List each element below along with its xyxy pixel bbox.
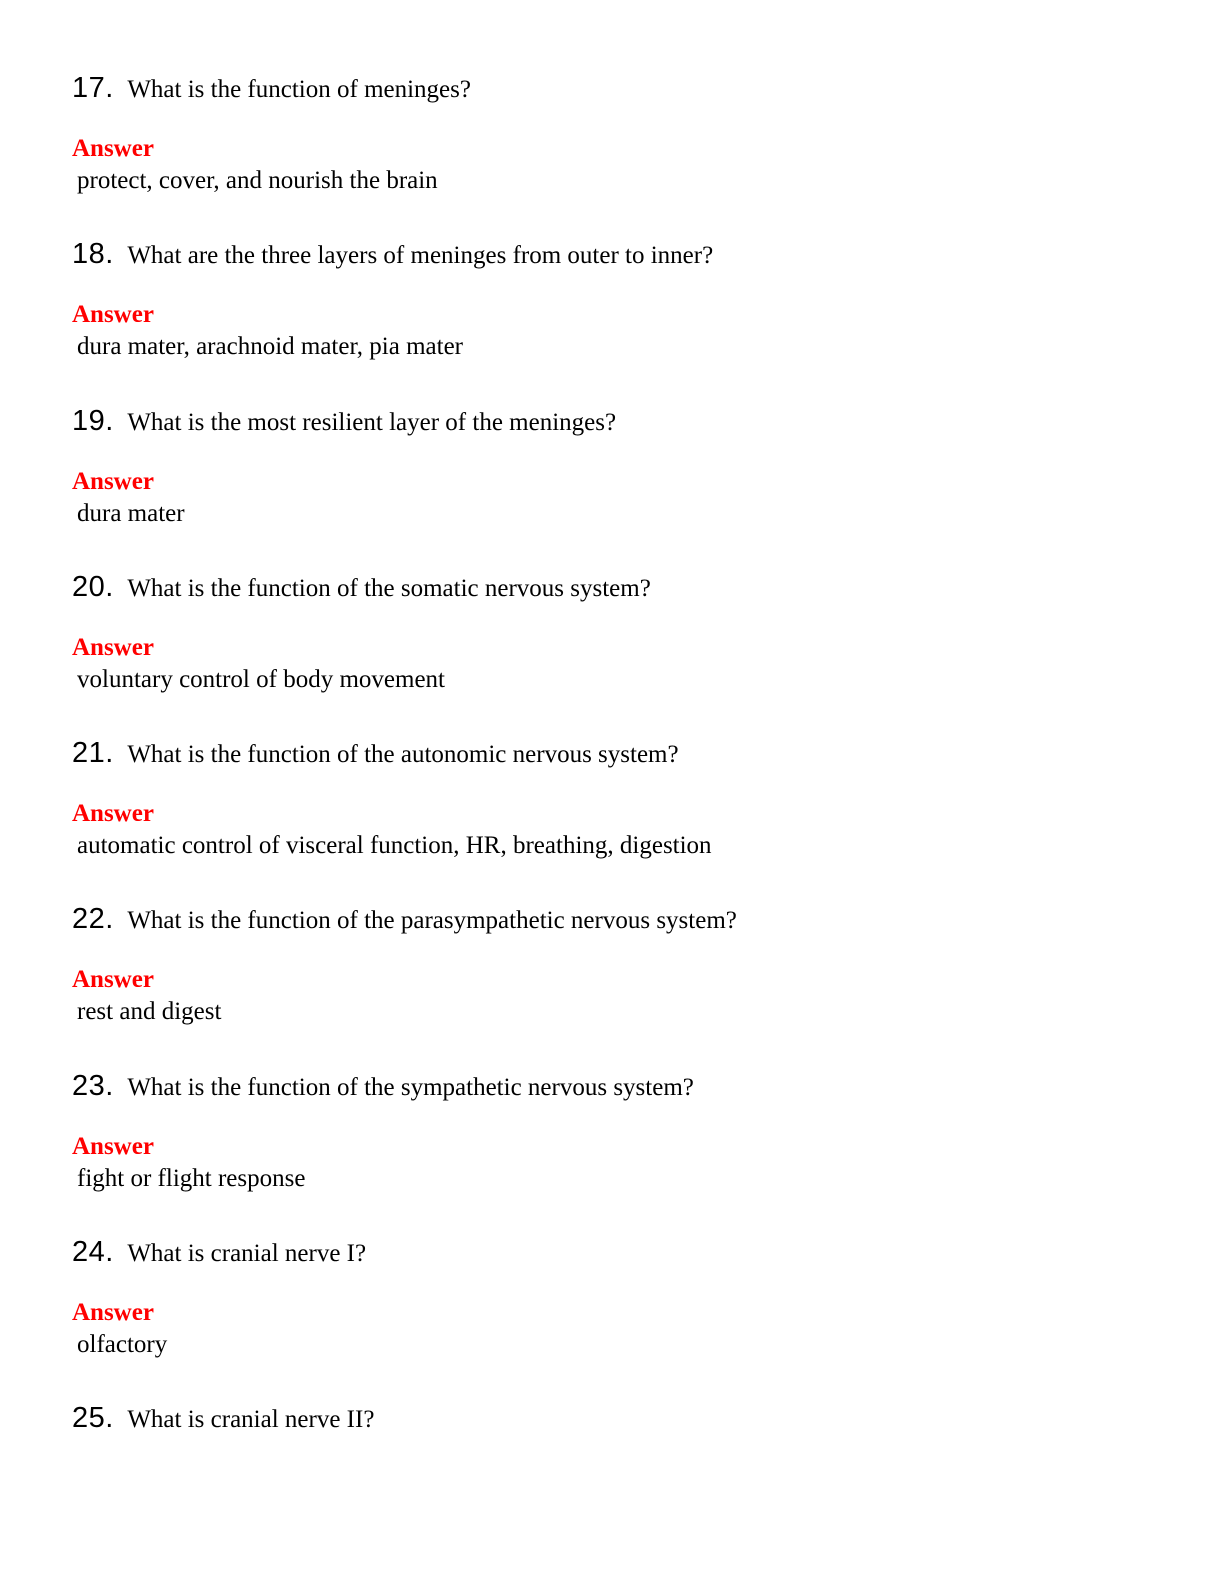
question-number: 20 bbox=[72, 571, 106, 603]
question-row bbox=[72, 571, 1172, 611]
question-text: What is the most resilient layer of the meninges? bbox=[127, 409, 617, 436]
question-number: 19 bbox=[72, 405, 106, 437]
question-number: 24 bbox=[72, 1236, 106, 1268]
answer-text: protect, cover, and nourish the brain bbox=[77, 167, 438, 194]
question-text: What is cranial nerve I? bbox=[127, 1240, 367, 1267]
question-row bbox=[72, 737, 1172, 777]
question-text: What is the function of meninges? bbox=[127, 76, 471, 103]
question-number-dot: . bbox=[105, 238, 114, 270]
answer-label: Answer bbox=[72, 468, 154, 495]
question-text: What is cranial nerve II? bbox=[127, 1406, 375, 1433]
qa-item-25 bbox=[72, 1402, 1172, 1442]
qa-item-24 bbox=[72, 1236, 1172, 1362]
qa-item-23 bbox=[72, 1070, 1172, 1196]
answer-text: olfactory bbox=[77, 1331, 168, 1358]
question-row bbox=[72, 1402, 1172, 1442]
qa-item-21 bbox=[72, 737, 1172, 863]
question-row bbox=[72, 72, 1172, 112]
question-number: 17 bbox=[72, 72, 106, 104]
answer-label: Answer bbox=[72, 966, 154, 993]
answer-text: fight or flight response bbox=[77, 1165, 306, 1192]
question-number: 18 bbox=[72, 238, 106, 270]
question-number: 22 bbox=[72, 903, 106, 935]
question-number-dot: . bbox=[105, 405, 114, 437]
question-text: What is the function of the sympathetic nervous system? bbox=[127, 1074, 694, 1101]
qa-item-22 bbox=[72, 903, 1172, 1029]
question-row bbox=[72, 238, 1172, 278]
question-number-dot: . bbox=[105, 571, 114, 603]
answer-text: rest and digest bbox=[77, 998, 222, 1025]
question-number-dot: . bbox=[105, 72, 114, 104]
answer-text: dura mater bbox=[77, 500, 185, 527]
question-number-dot: . bbox=[105, 1070, 114, 1102]
qa-item-19 bbox=[72, 405, 1172, 531]
qa-item-20 bbox=[72, 571, 1172, 697]
question-row bbox=[72, 405, 1172, 445]
answer-label: Answer bbox=[72, 1299, 154, 1326]
answer-label: Answer bbox=[72, 1133, 154, 1160]
answer-text: dura mater, arachnoid mater, pia mater bbox=[77, 333, 463, 360]
question-number: 23 bbox=[72, 1070, 106, 1102]
answer-label: Answer bbox=[72, 135, 154, 162]
question-row bbox=[72, 1070, 1172, 1110]
question-text: What is the function of the autonomic nervous system? bbox=[127, 741, 679, 768]
question-text: What is the function of the somatic nervous system? bbox=[127, 575, 651, 602]
question-number-dot: . bbox=[105, 903, 114, 935]
question-row bbox=[72, 903, 1172, 943]
question-number-dot: . bbox=[105, 1236, 114, 1268]
answer-text: voluntary control of body movement bbox=[77, 666, 445, 693]
question-number-dot: . bbox=[105, 1402, 114, 1434]
question-number-dot: . bbox=[105, 737, 114, 769]
answer-label: Answer bbox=[72, 301, 154, 328]
qa-item-18 bbox=[72, 238, 1172, 364]
answer-text: automatic control of visceral function, HR, breathing, digestion bbox=[77, 832, 712, 859]
answer-label: Answer bbox=[72, 800, 154, 827]
question-number: 25 bbox=[72, 1402, 106, 1434]
qa-item-17 bbox=[72, 72, 1172, 198]
question-row bbox=[72, 1236, 1172, 1276]
question-number: 21 bbox=[72, 737, 106, 769]
question-text: What are the three layers of meninges from outer to inner? bbox=[127, 242, 714, 269]
answer-label: Answer bbox=[72, 634, 154, 661]
question-text: What is the function of the parasympathetic nervous system? bbox=[127, 907, 737, 934]
